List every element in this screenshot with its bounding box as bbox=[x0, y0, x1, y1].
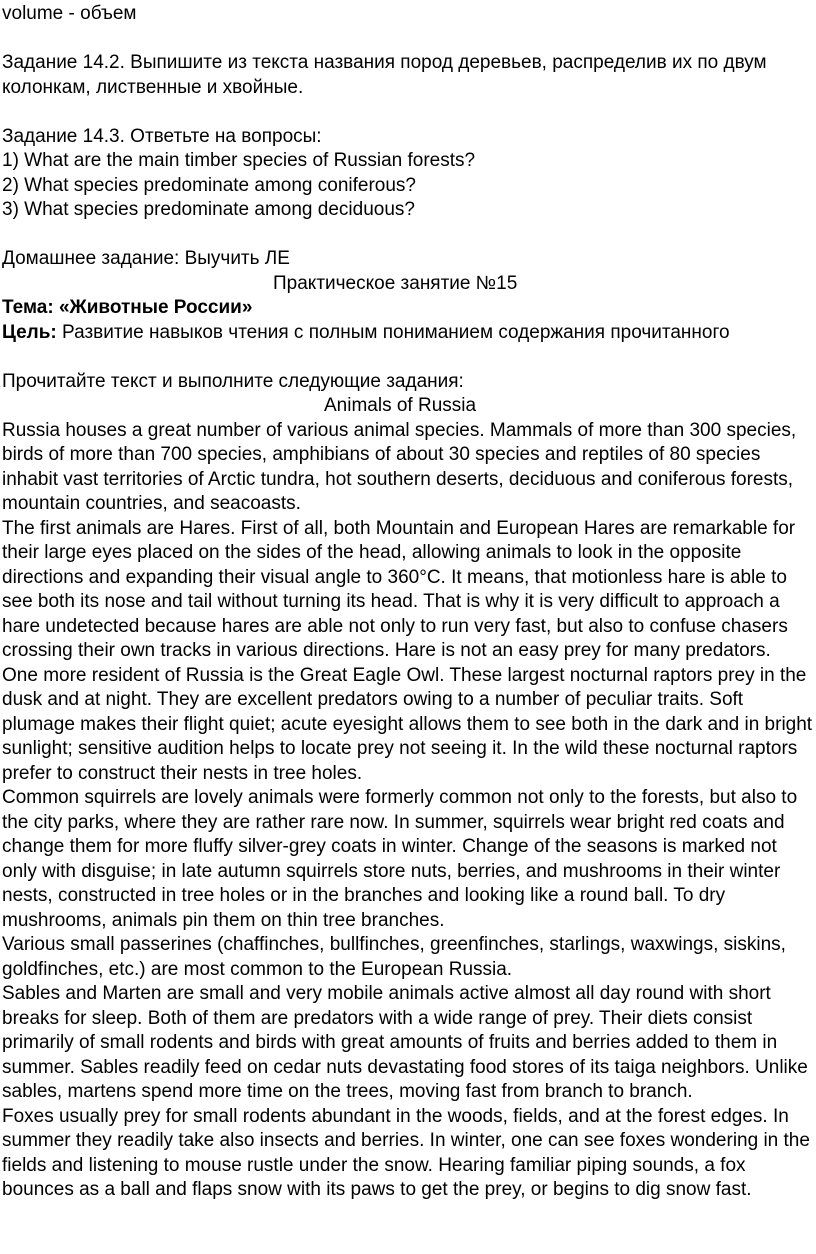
paragraph-owl: One more resident of Russia is the Great Eagle Owl. These largest nocturnal raptors prey in the dusk and at night. They are excellent predators owing to a number of peculiar traits. Soft plumage makes their flight quiet; acute eyesight allows them to see both in the dark and in bright sunlight; sensitive audition helps to locate prey not seeing it. In the wild these nocturnal raptors prefer to construct their nests in tree holes. bbox=[2, 664, 813, 784]
homework-line: Домашнее задание: Выучить ЛЕ bbox=[2, 248, 290, 269]
paragraph-passerines: Various small passerines (chaffinches, bullfinches, greenfinches, starlings, waxwings, siskins, goldfinches, etc.) are most common to the European Russia. bbox=[2, 934, 786, 980]
lesson-title: Практическое занятие №15 bbox=[273, 272, 518, 294]
question-2: 2) What species predominate among coniferous? bbox=[2, 174, 417, 196]
blank-line bbox=[0, 27, 816, 52]
paragraph-foxes: Foxes usually prey for small rodents abundant in the woods, fields, and at the forest edges. In summer they readily take also insects and berries. In winter, one can see foxes wondering in the fields and listening to mouse rustle under the snow. Hearing familiar piping sounds, a fox bounces as a ball and flaps snow with its paws to get the prey, or begins to dig snow fast. bbox=[2, 1105, 810, 1200]
instruction-line: Прочитайте текст и выполните следующие задания: bbox=[2, 370, 464, 392]
task-14-2: Задание 14.2. Выпишите из текста названия пород деревьев, распределив их по двум колонкам, лиственные и хвойные. bbox=[2, 52, 767, 98]
task-14-3-title: Задание 14.3. Ответьте на вопросы: bbox=[2, 125, 322, 147]
question-1: 1) What are the main timber species of Russian forests? bbox=[2, 150, 476, 171]
paragraph-intro: Russia houses a great number of various animal species. Mammals of more than 300 species, birds of more than 700 species, amphibians of about 30 species and reptiles of 80 species inhabit vast territories of Arctic tundra, hot southern deserts, deciduous and coniferous forests, mountain countries, and seacoasts. bbox=[2, 419, 797, 514]
blank-line bbox=[0, 100, 816, 125]
question-3: 3) What species predominate among deciduous? bbox=[2, 199, 415, 220]
paragraph-sables: Sables and Marten are small and very mobile animals active almost all day round with short breaks for sleep. Both of them are predators with a wide range of prey. Their diets consist primarily of small rodents and birds with great amounts of fruits and berries added to them in summer. Sables readily feed on cedar nuts devastating food stores of its taiga neighbors. Unlike sables, martens spend more time on the trees, moving fast from branch to branch. bbox=[2, 983, 808, 1102]
topic-label: Тема: bbox=[2, 297, 54, 318]
blank-line bbox=[0, 345, 816, 370]
goal-label: Цель: bbox=[2, 321, 57, 343]
goal-value: Развитие навыков чтения с полным пониманием содержания прочитанного bbox=[56, 321, 730, 343]
topic-line bbox=[0, 296, 816, 321]
blank-line bbox=[0, 223, 816, 248]
paragraph-hares: The first animals are Hares. First of all, both Mountain and European Hares are remarkable for their large eyes placed on the sides of the head, allowing animals to look in the opposite directions and expanding their visual angle to 360°C. It means, that motionless hare is able to see both its nose and tail without turning its head. That is why it is very difficult to approach a hare undetected because hares are able not only to run very fast, but also to confuse chasers crossing their own tracks in various directions. Hare is not an easy prey for many predators. bbox=[2, 517, 796, 661]
vocab-line: volume - объем bbox=[2, 3, 137, 24]
paragraph-squirrels: Common squirrels are lovely animals were formerly common not only to the forests, but also to the city parks, where they are rather rare now. In summer, squirrels wear bright red coats and change them for more fluffy silver-grey coats in winter. Change of the seasons is marked not only with disguise; in late autumn squirrels store nuts, berries, and mushrooms in their winter nests, constructed in tree holes or in the branches and looking like a round ball. To dry mushrooms, animals pin them on thin tree branches. bbox=[2, 787, 798, 931]
text-title: Animals of Russia bbox=[324, 395, 477, 416]
topic-value: «Животные России» bbox=[53, 297, 253, 318]
goal-line bbox=[0, 321, 816, 346]
